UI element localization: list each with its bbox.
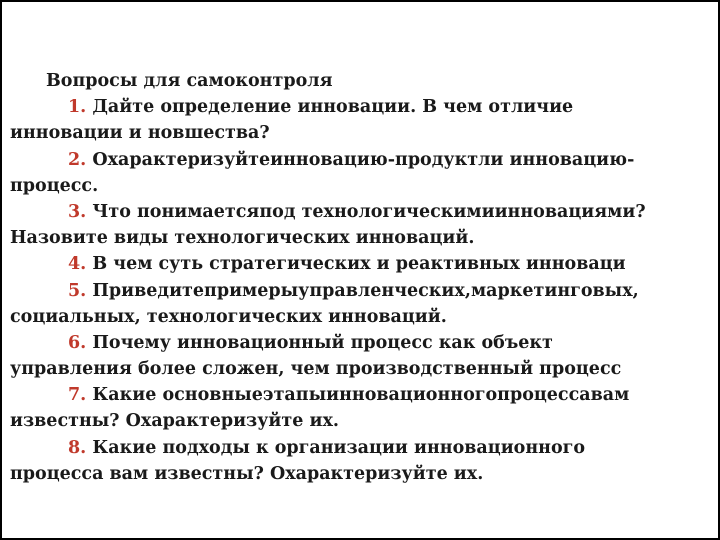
question-1-line-1 — [10, 94, 716, 120]
question-5-line-2: социальных, технологических инноваций. — [10, 306, 447, 327]
slide-title: Вопросы для самоконтроля — [46, 71, 333, 91]
question-3-line-1 — [10, 199, 716, 225]
question-2-number: 2. — [68, 149, 87, 170]
question-4-number: 4. — [68, 254, 87, 275]
question-7-line-2: известны? Охарактеризуйте их. — [10, 411, 339, 432]
question-1-line-2: инновации и новшества? — [10, 123, 270, 144]
question-8-text-1: Какие подходы к организации инновационного — [92, 437, 586, 458]
question-2-text-1: Охарактеризуйтеинновацию-продуктли инновацию- — [92, 149, 635, 170]
question-8-line-1 — [10, 435, 716, 461]
question-3-line-2: Назовите виды технологических инноваций. — [10, 228, 475, 249]
question-7-text-1: Какие основныеэтапыинновационногопроцессавам — [92, 385, 630, 406]
question-5-number: 5. — [68, 280, 87, 301]
question-6-line-1 — [10, 330, 716, 356]
question-1-text-1: Дайте определение инновации. В чем отличие — [92, 97, 574, 118]
question-5-line-1 — [10, 278, 716, 304]
question-6-text-1: Почему инновационный процесс как объект — [92, 332, 553, 353]
question-5-text-1: Приведитепримерыуправленческих,маркетинговых, — [92, 280, 639, 301]
question-6-number: 6. — [68, 332, 87, 353]
question-3-text-1: Что понимаетсяпод технологическимиинновациями? — [92, 201, 646, 222]
question-3-number: 3. — [68, 201, 87, 222]
slide-content — [10, 68, 716, 487]
question-8-line-2: процесса вам известны? Охарактеризуйте их. — [10, 463, 484, 484]
question-6-line-2: управления более сложен, чем производственный процесс — [10, 359, 622, 380]
question-2-line-1 — [10, 147, 716, 173]
question-4-text-1: В чем суть стратегических и реактивных инноваци — [92, 254, 626, 275]
question-1-number: 1. — [68, 97, 87, 118]
question-7-line-1 — [10, 382, 716, 408]
question-4-line-1 — [10, 251, 716, 277]
question-2-line-2: процесс. — [10, 175, 99, 196]
question-7-number: 7. — [68, 385, 87, 406]
question-8-number: 8. — [68, 437, 87, 458]
